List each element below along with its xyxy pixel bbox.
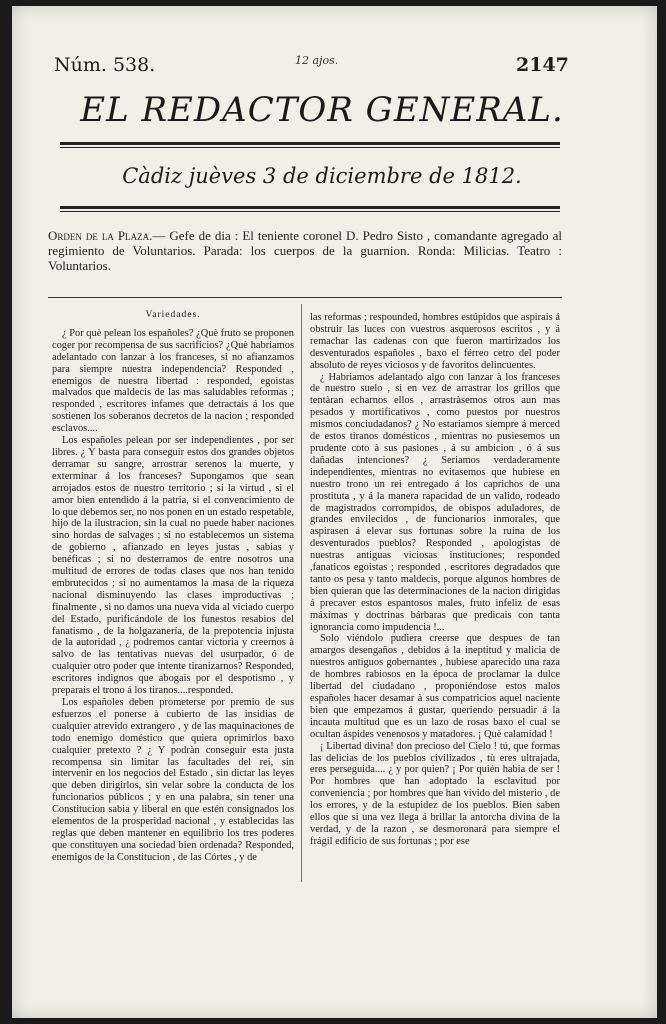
dateline-rule-bottom [60,211,560,212]
paragraph: ¡ Libertad divina! don precioso del Cielo ! tú, que formas las delicias de los pueblos civilizados , tù eres ultrajada, eres perseguida.... ¿ y por quien? ¡ Por quién habia de ser ! Por hombres que han adoptado la esclavitud por conveniencia ; por hombres que han vivido del misterio , de los errores, y de la estupidez de los pueblos. Bien saben ellos que si una vez llega á brillar la antorcha divina de la verdad, y de la razon , se desmoronará para siempre el frágil edificio de sus fortunas ; por ese [310,740,560,847]
column-divider [301,304,302,882]
issue-number: Núm. 538. [54,54,156,76]
paragraph: Solo viéndolo pudiera creerse que despues de tan amargos desengaños , debidos á la ineptitud y malicia de nuestros antiguos gobernantes , hubiese aparecido una raza de hombres rabiosos en la época de proclamar la dulce libertad del ciudadano , proponiéndose estos malos españoles hacer desamar à sus compatricios aquel naciente bien que empezamos á gustar, queriendo persuadir á la incauta multitud que es un lazo de rosas baxo el cual se ocultan áspides venenosos y matadores. ¡ Què calamidad ! [310,633,560,740]
section-divider [48,297,562,298]
paragraph: ¿ Por què pelean los españoles? ¿Què fruto se proponen coger por recompensa de sus sacrificios? ¿Què habriamos adelantado con lanzar à los franceses, si no afianzamos para siempre nuestra independencia? Responded , enemigos de nuestra libertad : responded, egoistas malvados que maldecis de las mas saludables reformas ; responded , escritores infames que detractais á los que sostienen los soberanos decretos de la nacion ; responded esclavos.... [52,327,294,435]
dateline: Càdiz juèves 3 de diciembre de 1812. [122,164,522,188]
title-rule-bottom [60,147,560,148]
orden-de-la-plaza [48,228,562,273]
paragraph: las reformas ; respounded, hombres estúpidos que aspirais á obstruir las luces con vuestros asquerosos escritos , y á remachar las cadenas con que fueron martirizados los desventurados españoles , baxo el férreo cetro del poder absoluto de reyes viciosos y de favoritos delincuentes. [310,312,560,371]
newspaper-title: EL REDACTOR GENERAL. [80,90,564,130]
paragraph: Los españoles pelean por ser independientes , por ser libres. ¿ Y basta para conseguir estos dos grandes objetos derramar su sangre, arrostrar serenos la muerte, y exterminar á los franceses? Supongamos que sean arrojados estos de nuestro territorio ; si la virtud , si el amor bien entendido á la patria, si el convencimiento de lo que debemos ser, no nos ponen en un estado respetable, hijo de la ilustracion, sin la cual no puede haber naciones sino hordas de salvages ; si no establecemos un sistema de gobierno , afianzado en leyes justas , sabias y benéficas ; si no desterramos de entre nosotros una multitud de errores de todas clases que nos han tenido embrutecidos ; si no aumentamos la masa de la riqueza nacional disminuyendo las clases improductivas ; finalmente , si no damos una nueva vida al viciado cuerpo del Estado, purificándole de los funestos resabios del fanatismo , de la holgazanería, de la prepotencia injusta de la autoridad , ¿ podremos cantar victoria y creernos à salvo de las tentativas nuevas del usurpador, ó de cualquier otro poder que intente tiranizarnos? Responded, escritores indignos que abogais por el despotismo , y preparais el trono á los tiranos....responded. [52,435,294,697]
sheet-mark: 12 ajos. [295,54,339,67]
orden-text: — Gefe de dia : El teniente coronel D. Pedro Sisto , comandante agregado al regimiento de Voluntarios. Parada: los cuerpos de la guarnion. Ronda: Milicias. Teatro : Voluntarios. [48,228,562,273]
folio-number: 2147 [516,54,569,76]
article-column-left [52,310,294,864]
article-heading: Variedades. [145,310,201,320]
newspaper-page [12,6,657,1018]
article-column-right [310,312,560,848]
paragraph: ¿ Habriamos adelantado algo con lanzar à los franceses de nuestro suelo , si en vez de arrastrar los grillos que tentàran echarnos ellos , arrastràsemos otros aun mas pesados y mortificativos , como puestos por nuestros mismos conciudadanos? ¿ No estariamos siempre á merced de estos tiranos domésticos , mientras no pusiesemos un prudente coto à sus pasiones , á su ambicion , ó á sus dañadas intenciones? ¿ Seriamos verdaderamente independientes, mientras no evitasemos que hubiese en nuestro trono un rei entregado á los caprichos de una prostituta , y á la manera rapacidad de un valido, rodeado de magistrados corrompidos, de obispos aduladores, de grandes envilecidos , de funcionarios inmorales, que aspirasen á elevar sus fortunas sobre la ruina de los desventurados pueblos? Responded , apologistas de nuestras antiguas viciosas instituciones; responded ,fanaticos egoistas ; responded , escritores degradados que tanto os pesa y tanto maldecis, porque algunos hombres de bien quieran que las determinaciones de la nacion dirigidas á precaver estos espantosos males, fruto infeliz de esas máximas y doctrinas bárbaras que predicais con tanta ignorancia como impudencia !... [310,371,560,633]
orden-label: Orden de la Plaza. [48,228,153,243]
title-rule-top [60,142,560,145]
dateline-rule-top [60,206,560,209]
paragraph: Los españoles deben prometerse por premio de sus esfuerzos el ponerse à cubierto de las insidias de cualquier atrevido extrangero , y de las maquinaciones de todo enemigo doméstico que quiera oprimirlos baxo cualquier pretexto ? ¿ Y podràn conseguir esta justa recompensa sin limitar las facultades del rei, sin intervenir en los negocios del Estado , sin dictar las leyes que deben dirigirlos, sin velar sobre la conducta de los funcionarios públicos ; y en una palabra, sin tener una Constitucion sabia y liberal en que estén consignados los elementos de la prosperidad nacional , y establecidas las reglas que deben mantener en equilibrio los tres poderes que constituyen una sociedad bien ordenada? Responded, enemigos de la Constitucion , de las Córtes , y de [52,697,294,863]
